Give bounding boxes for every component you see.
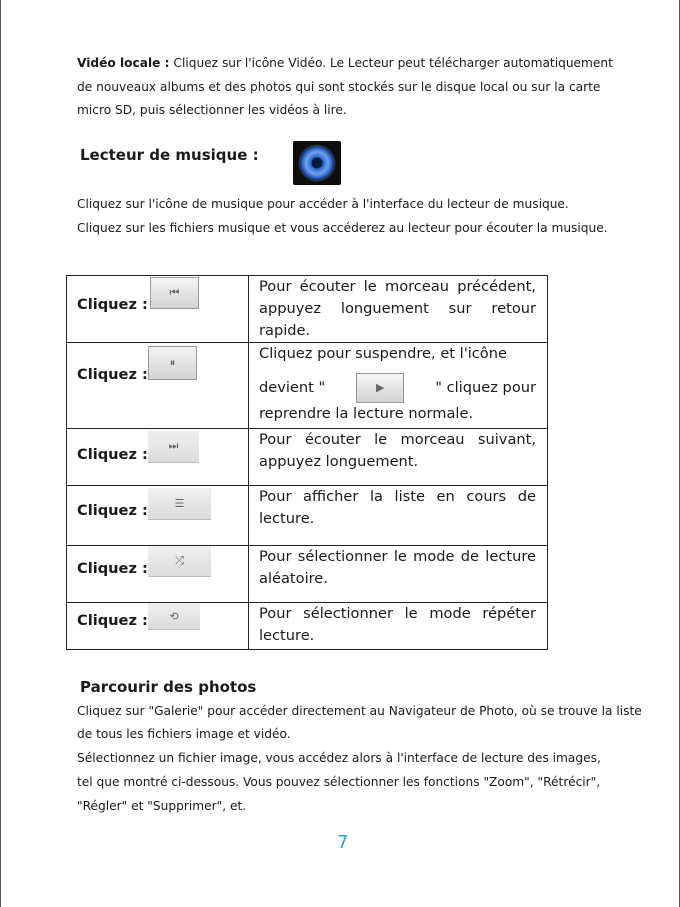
table-row bbox=[67, 276, 548, 343]
music-heading: Lecteur de musique : bbox=[80, 146, 259, 164]
speaker-icon bbox=[293, 141, 341, 185]
pause-description bbox=[249, 343, 548, 429]
table-row bbox=[67, 546, 548, 603]
intro-line-1-text: Cliquez sur l'icône Vidéo. Le Lecteur peut télécharger automatiquement bbox=[169, 56, 613, 70]
photos-line-4: tel que montré ci-dessous. Vous pouvez sélectionner les fonctions "Zoom", "Rétrécir", bbox=[77, 775, 601, 789]
cliquez-label: Cliquez : bbox=[77, 560, 148, 577]
pause-icon: ⏸ bbox=[148, 346, 197, 380]
play-icon: ▶ bbox=[356, 373, 404, 403]
table-row bbox=[67, 343, 548, 429]
photos-line-2: de tous les fichiers image et vidéo. bbox=[77, 727, 291, 741]
previous-description: Pour écouter le morceau précédent, appuyez longuement sur retour rapide. bbox=[249, 276, 548, 343]
next-icon: ⏭ bbox=[148, 430, 199, 463]
page-border-left bbox=[0, 0, 1, 907]
cliquez-label: Cliquez : bbox=[77, 446, 148, 463]
repeat-icon: ⟲ bbox=[148, 603, 200, 630]
photos-heading: Parcourir des photos bbox=[80, 678, 257, 696]
shuffle-icon: ⤮ bbox=[148, 546, 211, 577]
cliquez-label: Cliquez : bbox=[77, 502, 148, 519]
pause-desc-part-2: " cliquez pour bbox=[435, 379, 536, 396]
cliquez-label: Cliquez : bbox=[77, 296, 148, 313]
music-line-2: Cliquez sur les fichiers musique et vous accéderez au lecteur pour écouter la musique. bbox=[77, 221, 608, 235]
shuffle-description: Pour sélectionner le mode de lecture aléatoire. bbox=[249, 546, 548, 603]
intro-heading: Vidéo locale : bbox=[77, 56, 170, 70]
page-number: 7 bbox=[337, 832, 349, 853]
intro-line-2: de nouveaux albums et des photos qui sont stockés sur le disque local ou sur la carte bbox=[77, 80, 601, 94]
pause-desc-line-1: Cliquez pour suspendre, et l'icône bbox=[259, 345, 507, 362]
photos-line-1: Cliquez sur "Galerie" pour accéder directement au Navigateur de Photo, où se trouve la liste bbox=[77, 704, 642, 718]
table-row bbox=[67, 486, 548, 546]
table-row bbox=[67, 429, 548, 486]
photos-line-5: "Régler" et "Supprimer", et. bbox=[77, 799, 247, 813]
cliquez-label: Cliquez : bbox=[77, 612, 148, 629]
playlist-description: Pour afficher la liste en cours de lecture. bbox=[249, 486, 548, 546]
intro-line-1 bbox=[77, 51, 613, 75]
playlist-icon: ☰ bbox=[148, 488, 211, 520]
table-row bbox=[67, 603, 548, 650]
pause-desc-part-1: devient " bbox=[259, 379, 326, 396]
intro-line-3: micro SD, puis sélectionner les vidéos à lire. bbox=[77, 103, 347, 117]
music-line-1: Cliquez sur l'icône de musique pour accéder à l'interface du lecteur de musique. bbox=[77, 197, 569, 211]
previous-icon: ⏮ bbox=[150, 277, 199, 309]
repeat-description: Pour sélectionner le mode répéter lecture. bbox=[249, 603, 548, 650]
cliquez-label: Cliquez : bbox=[77, 366, 148, 383]
pause-desc-line-2 bbox=[259, 373, 536, 403]
pause-desc-line-3: reprendre la lecture normale. bbox=[259, 405, 474, 422]
next-description: Pour écouter le morceau suivant, appuyez longuement. bbox=[249, 429, 548, 486]
photos-line-3: Sélectionnez un fichier image, vous accédez alors à l'interface de lecture des images, bbox=[77, 751, 601, 765]
controls-table bbox=[66, 275, 548, 650]
